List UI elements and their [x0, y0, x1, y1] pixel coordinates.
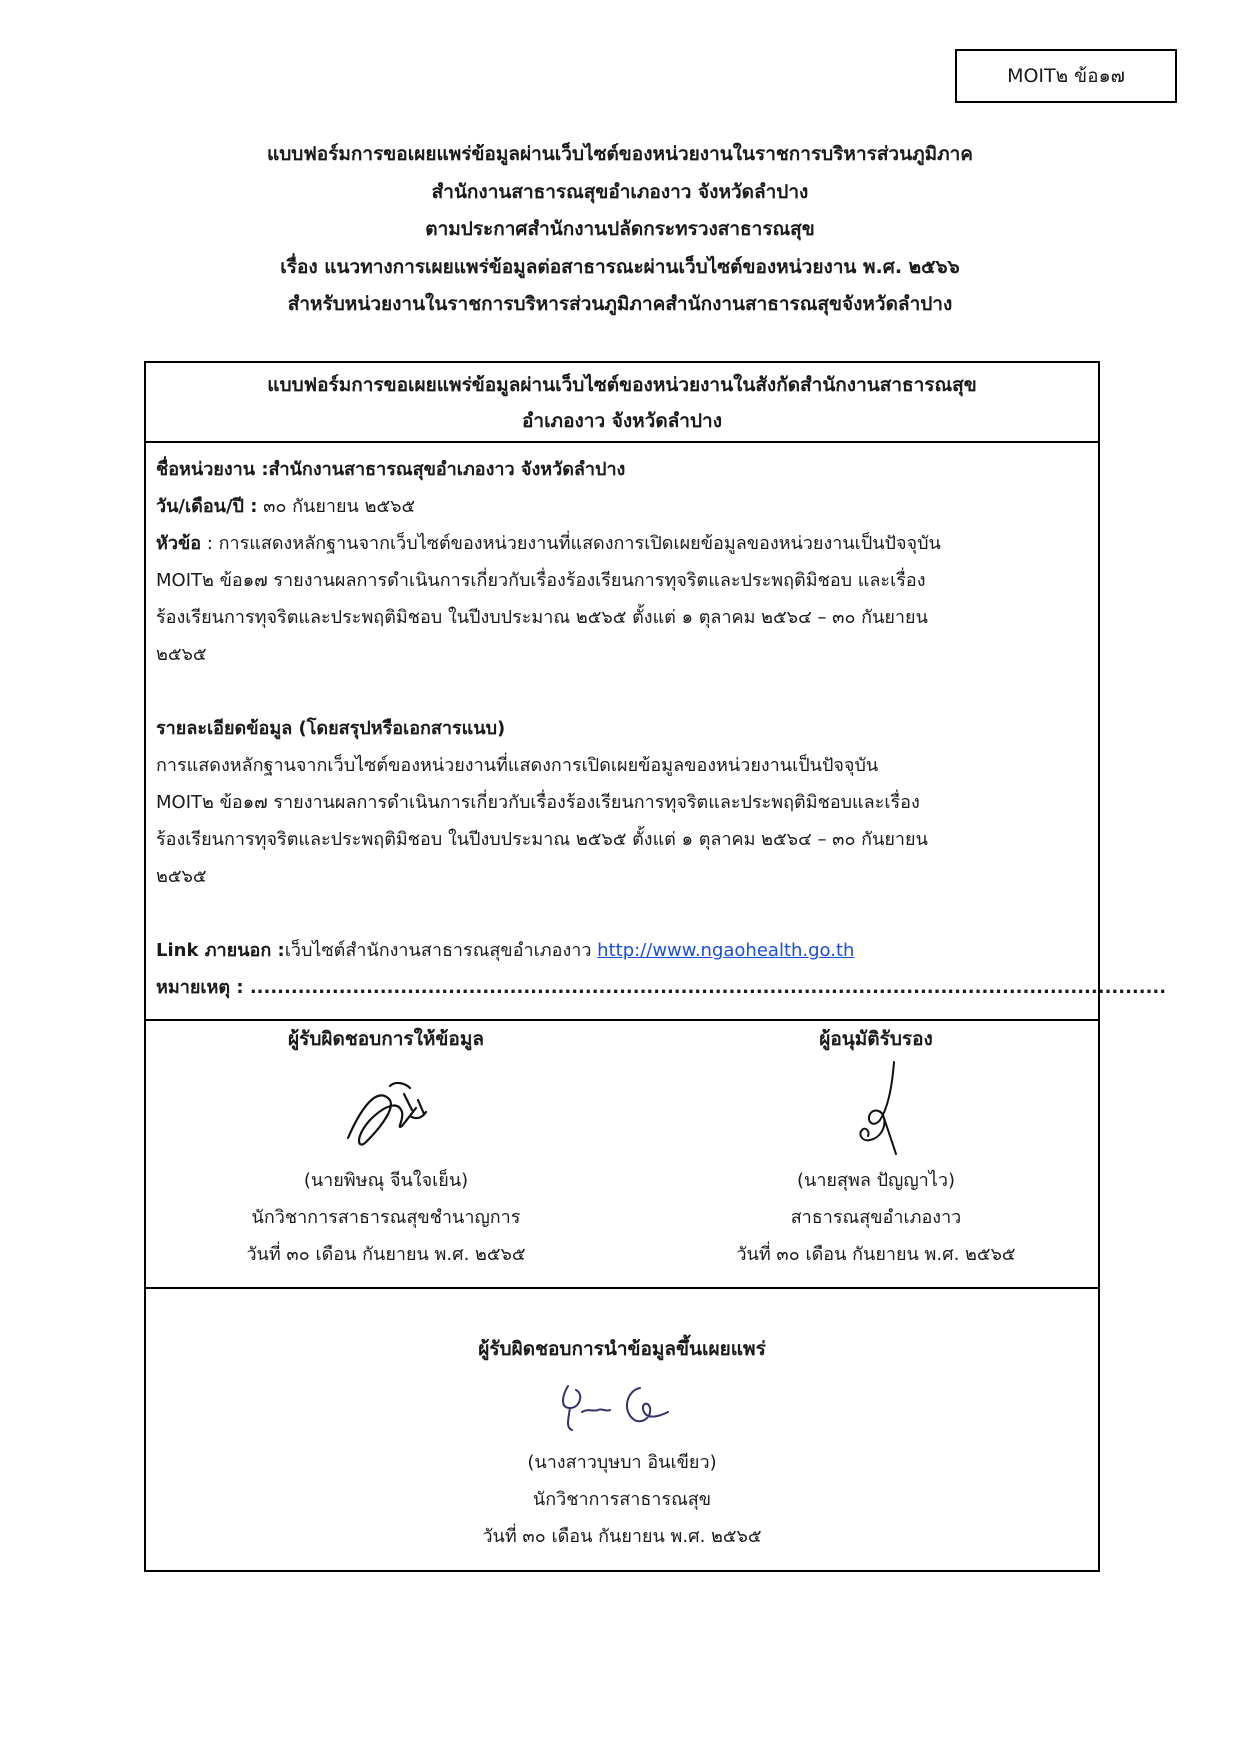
signer-date: วันที่ ๓๐ เดือน กันยายน พ.ศ. ๒๕๖๕ — [736, 1244, 1016, 1265]
detail-text: ๒๕๖๕ — [156, 866, 207, 887]
link-description: เว็บไซต์สำนักงานสาธารณสุขอำเภองาว — [284, 940, 598, 961]
heading-line: ตามประกาศสำนักงานปลัดกระทรวงสาธารณสุข — [425, 218, 815, 240]
note-line — [156, 969, 1167, 1006]
signer-name: (นางสาวบุษบา อินเขียว) — [527, 1452, 717, 1473]
topic-label: หัวข้อ — [156, 533, 202, 554]
signer-position: สาธารณสุขอำเภองาว — [790, 1207, 962, 1228]
topic-line — [156, 525, 1088, 562]
heading-line: เรื่อง แนวทางการเผยแพร่ข้อมูลต่อสาธารณะผ่านเว็บไซต์ของหน่วยงาน พ.ศ. ๒๕๖๖ — [280, 255, 960, 278]
topic-text: ร้องเรียนการทุจริตและประพฤติมิชอบ ในปีงบประมาณ ๒๕๖๕ ตั้งแต่ ๑ ตุลาคม ๒๕๖๔ – ๓๐ กันยายน — [156, 607, 928, 628]
approver-signer — [666, 1021, 1086, 1273]
form-details — [146, 443, 1167, 1021]
detail-heading — [156, 710, 1088, 747]
form-title-line: แบบฟอร์มการขอเผยแพร่ข้อมูลผ่านเว็บไซต์ของหน่วยงานในสังกัดสำนักงานสาธารณสุข — [267, 374, 977, 396]
signer-position: นักวิชาการสาธารณสุข — [532, 1489, 712, 1510]
publisher-section — [146, 1289, 1098, 1570]
publisher-signature — [522, 1368, 722, 1444]
agency-label: ชื่อหน่วยงาน : — [156, 459, 269, 480]
signer-role: ผู้อนุมัติรับรอง — [819, 1028, 933, 1050]
detail-label: รายละเอียดข้อมูล (โดยสรุปหรือเอกสารแนบ) — [156, 718, 506, 739]
detail-text: MOIT๒ ข้อ๑๗ รายงานผลการดำเนินการเกี่ยวกับเรื่องร้องเรียนการทุจริตและประพฤติมิชอบและเรื่อง — [156, 792, 920, 813]
document-tag — [955, 49, 1177, 103]
request-form — [144, 361, 1167, 1572]
topic-text: MOIT๒ ข้อ๑๗ รายงานผลการดำเนินการเกี่ยวกับเรื่องร้องเรียนการทุจริตและประพฤติมิชอบ และเรื่อง — [156, 570, 926, 591]
external-link-line — [156, 932, 1088, 969]
heading-line: สำนักงานสาธารณสุขอำเภองาว จังหวัดลำปาง — [431, 180, 809, 203]
agency-line — [156, 451, 1088, 488]
date-label: วัน/เดือน/ปี : — [156, 496, 258, 517]
signer-date: วันที่ ๓๐ เดือน กันยายน พ.ศ. ๒๕๖๕ — [246, 1244, 526, 1265]
provider-signer — [176, 1021, 596, 1273]
document-tag-text: MOIT๒ ข้อ๑๗ — [1007, 65, 1125, 87]
signer-role: ผู้รับผิดชอบการนำข้อมูลขึ้นเผยแพร่ — [478, 1338, 766, 1360]
signer-date: วันที่ ๓๐ เดือน กันยายน พ.ศ. ๒๕๖๕ — [482, 1526, 762, 1547]
heading-line: แบบฟอร์มการขอเผยแพร่ข้อมูลผ่านเว็บไซต์ของหน่วยงานในราชการบริหารส่วนภูมิภาค — [266, 143, 974, 165]
publisher-signer — [146, 1331, 1098, 1555]
note-label: หมายเหตุ : — [156, 977, 250, 998]
website-link[interactable]: http://www.ngaohealth.go.th — [597, 940, 855, 961]
form-title — [146, 363, 1098, 443]
signer-name: (นายพิษณุ จีนใจเย็น) — [303, 1170, 469, 1191]
approval-section — [146, 1021, 1098, 1289]
provider-signature — [306, 1058, 466, 1162]
topic-text: ๒๕๖๕ — [156, 644, 207, 665]
agency-value: สำนักงานสาธารณสุขอำเภองาว จังหวัดลำปาง — [268, 459, 626, 480]
form-title-line: อำเภองาว จังหวัดลำปาง — [521, 410, 722, 432]
link-label: Link ภายนอก : — [156, 940, 285, 961]
signer-role: ผู้รับผิดชอบการให้ข้อมูล — [288, 1028, 484, 1050]
approver-signature — [796, 1058, 956, 1162]
date-line — [156, 488, 1088, 525]
document-heading — [140, 136, 1100, 324]
detail-text: ร้องเรียนการทุจริตและประพฤติมิชอบ ในปีงบประมาณ ๒๕๖๕ ตั้งแต่ ๑ ตุลาคม ๒๕๖๔ – ๓๐ กันยายน — [156, 829, 928, 850]
signer-position: นักวิชาการสาธารณสุขชำนาญการ — [251, 1207, 521, 1228]
note-value: ...................................................................................................................................... — [249, 977, 1167, 998]
date-value: ๓๐ กันยายน ๒๕๖๕ — [257, 496, 416, 517]
detail-text: การแสดงหลักฐานจากเว็บไซต์ของหน่วยงานที่แสดงการเปิดเผยข้อมูลของหน่วยงานเป็นปัจจุบัน — [156, 755, 879, 776]
signer-name: (นายสุพล ปัญญาไว) — [797, 1170, 955, 1191]
heading-line: สำหรับหน่วยงานในราชการบริหารส่วนภูมิภาคสำนักงานสาธารณสุขจังหวัดลำปาง — [287, 293, 953, 315]
topic-text: : การแสดงหลักฐานจากเว็บไซต์ของหน่วยงานที่แสดงการเปิดเผยข้อมูลของหน่วยงานเป็นปัจจุบัน — [201, 533, 941, 554]
